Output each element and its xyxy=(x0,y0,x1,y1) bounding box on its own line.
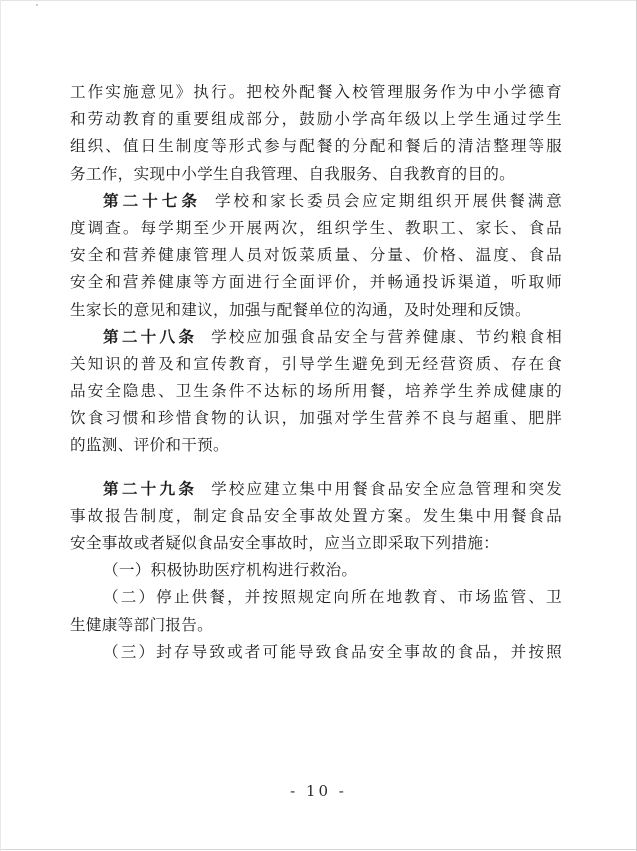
article-27-heading: 第二十七条 xyxy=(103,191,201,210)
paragraph-line: 品安全隐患、卫生条件不达标的场所用餐，培养学生养成健康的 xyxy=(70,382,562,401)
scan-bottom-edge xyxy=(0,849,637,850)
paragraph-gap xyxy=(70,460,562,476)
page-number: - 10 - xyxy=(290,782,347,800)
paragraph-line: 和劳动教育的重要组成部分，鼓励小学高年级以上学生通过学生 xyxy=(70,110,562,129)
paragraph-line: 组织、值日生制度等形式参与配餐的分配和餐后的清洁整理等服 xyxy=(70,137,562,156)
article-29-heading: 第二十九条 xyxy=(103,479,198,498)
measure-item-2-continued: 生健康等部门报告。 xyxy=(70,615,214,634)
article-29-first-line xyxy=(70,476,562,503)
measure-item-1: （一）积极协助医疗机构进行救治。 xyxy=(103,561,358,580)
article-28-text: 学校应加强食品安全与营养健康、节约粮食相 xyxy=(211,327,562,346)
paragraph-line: 饮食习惯和珍惜食物的认识，加强对学生营养不良与超重、肥胖 xyxy=(70,409,562,428)
scan-left-edge xyxy=(0,0,1,851)
paragraph-line: 安全事故或者疑似食品安全事故时，应当立即采取下列措施： xyxy=(70,534,500,552)
paragraph-line: 务工作，实现中小学生自我管理、自我服务、自我教育的目的。 xyxy=(70,164,516,183)
scan-speck xyxy=(36,4,38,6)
article-28-first-line xyxy=(70,324,562,351)
scan-top-edge xyxy=(0,0,637,1)
article-28-heading: 第二十八条 xyxy=(103,327,198,346)
paragraph-line: 安全和营养健康等方面进行全面评价，并畅通投诉渠道，听取师 xyxy=(70,273,562,292)
measure-item-2: （二）停止供餐，并按照规定向所在地教育、市场监管、卫 xyxy=(103,588,562,607)
paragraph-line: 事故报告制度，制定食品安全事故处置方案。发生集中用餐食品 xyxy=(70,506,562,525)
paragraph-line: 度调查。每学期至少开展两次，组织学生、教职工、家长、食品 xyxy=(70,218,562,237)
body-text xyxy=(70,79,562,666)
paragraph-line: 关知识的普及和宣传教育，引导学生避免到无经营资质、存在食 xyxy=(70,354,562,373)
paragraph-line: 生家长的意见和建议，加强与配餐单位的沟通，及时处理和反馈。 xyxy=(70,300,531,319)
paragraph-line: 工作实施意见》执行。把校外配餐入校管理服务作为中小学德育 xyxy=(70,83,562,101)
article-29-text: 学校应建立集中用餐食品安全应急管理和突发 xyxy=(211,479,562,498)
article-27-text: 学校和家长委员会应定期组织开展供餐满意 xyxy=(214,191,562,210)
measure-item-3: （三）封存导致或者可能导致食品安全事故的食品，并按照 xyxy=(103,642,562,661)
paragraph-line: 安全和营养健康管理人员对饭菜质量、分量、价格、温度、食品 xyxy=(70,246,562,265)
paragraph-line: 的监测、评价和干预。 xyxy=(70,436,229,455)
article-27-first-line xyxy=(70,188,562,215)
